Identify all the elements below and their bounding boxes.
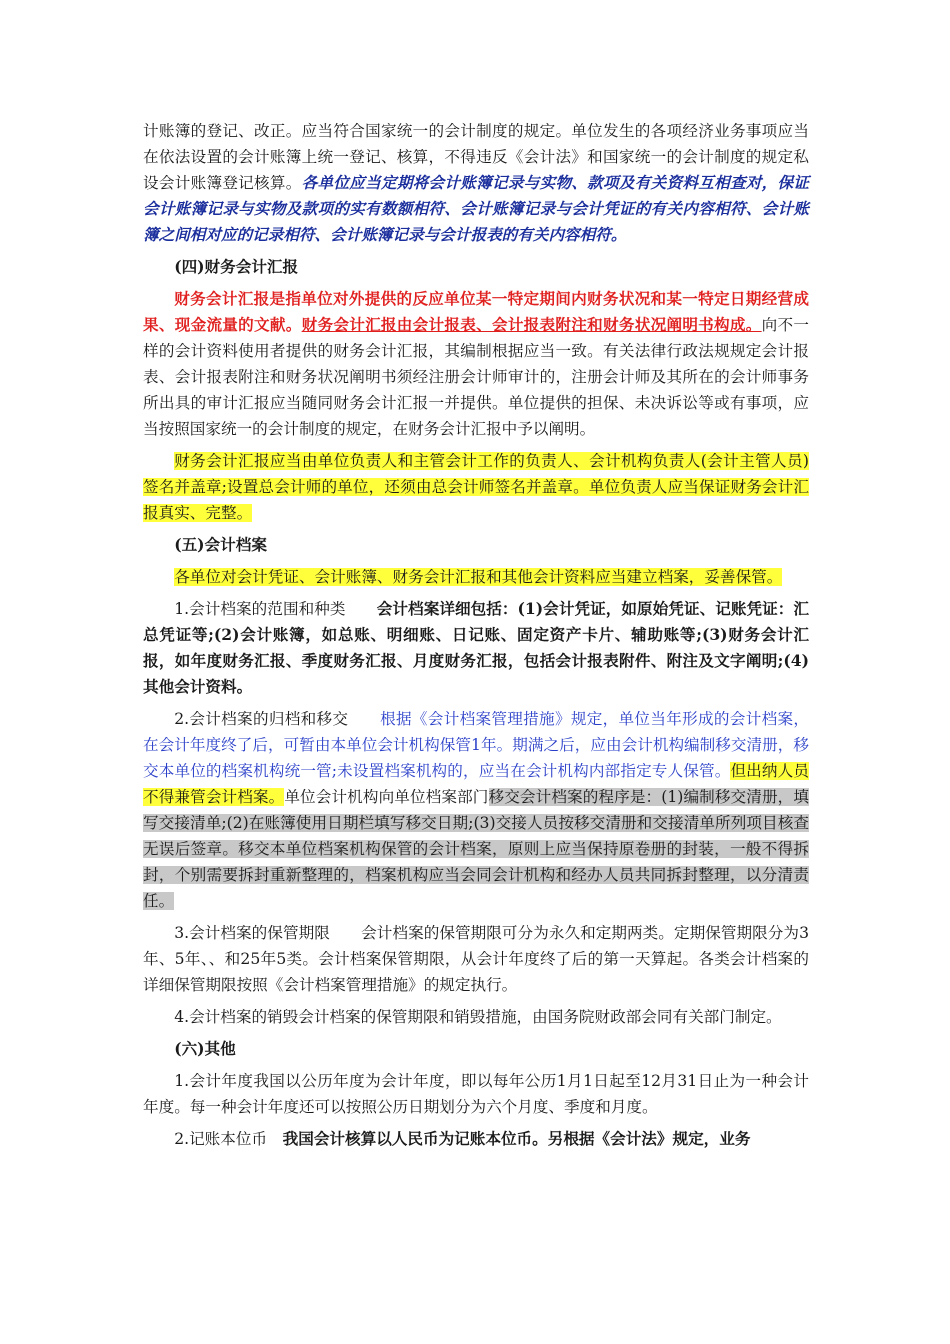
archives-transfer-title: 2.会计档案的归档和移交	[174, 710, 381, 728]
currency-title: 2.记账本位币	[174, 1130, 283, 1148]
document-page	[143, 118, 809, 1158]
report-signature-text: 财务会计汇报应当由单位负责人和主管会计工作的负责人、会计机构负责人(会计主管人员)签名并盖章;设置总会计师的单位，还须由总会计师签名并盖章。单位负责人应当保证财务会计汇报真实、完整。	[143, 452, 809, 522]
archives-scope-text: 会计档案详细包括：(1)会计凭证，如原始凭证、记账凭证：汇总凭证等;(2)会计账簿，如总账、明细账、日记账、固定资产卡片、辅助账等;(3)财务会计汇报，如年度财务汇报、季度财务汇报、月度财务汇报，包括会计报表附件、附注及文字阐明;(4)其他会计资料。	[143, 599, 809, 696]
paragraph-archives-destruction: 4.会计档案的销毁会计档案的保管期限和销毁措施，由国务院财政部会同有关部门制定。	[174, 1008, 782, 1026]
archives-intro-text: 各单位对会计凭证、会计账簿、财务会计汇报和其他会计资料应当建立档案，妥善保管。	[174, 568, 783, 586]
archives-scope-title: 1.会计档案的范围和种类	[174, 600, 377, 618]
ledger-text: 计账簿的登记、改正。应当符合国家统一的会计制度的规定。单位发生的各项经济业务事项应当在依法设置的会计账簿上统一登记、核算，不得违反《会计法》和国家统一的会计制度的规定私设会计账簿登记核算。	[143, 122, 809, 192]
heading-financial-report: (四)财务会计汇报	[174, 257, 299, 276]
paragraph-archives-scope	[143, 596, 809, 700]
paragraph-report-signature	[143, 448, 809, 526]
paragraph-archives-transfer	[143, 706, 809, 914]
cashier-restriction-text: 但出纳人员不得兼管会计档案。	[143, 762, 809, 806]
archives-department-text: 单位会计机构向单位档案部门	[284, 788, 489, 806]
transfer-procedure-text: 移交会计档案的程序是：(1)编制移交清册，填写交接清单;(2)在账簿使用日期栏填写移交日期;(3)交接人员按移交清册和交接清单所列项目核查无误后签章。移交本单位档案机构保管的会计档案，原则上应当保持原卷册的封装，一般不得拆封，个别需要拆封重新整理的，档案机构应当会同会计机构和经办人员共同拆封整理，以分清责任。	[143, 788, 809, 910]
paragraph-financial-report	[143, 286, 809, 442]
report-detail-text: 向不一样的会计资料使用者提供的财务会计汇报，其编制根据应当一致。有关法律行政法规规定会计报表、会计报表附注和财务状况阐明书须经注册会计师审计的，注册会计师及其所在的会计师事务所出具的审计汇报应当随同财务会计汇报一并提供。单位提供的担保、未决诉讼等或有事项，应当按照国家统一的会计制度的规定，在财务会计汇报中予以阐明。	[143, 316, 809, 438]
paragraph-ledger-rules	[143, 118, 809, 248]
currency-text: 我国会计核算以人民币为记账本位币。另根据《会计法》规定，业务	[282, 1129, 751, 1148]
paragraph-fiscal-year: 1.会计年度我国以公历年度为会计年度，即以每年公历1月1日起至12月31日止为一种会计年度。每一种会计年度还可以按照公历日期划分为六个月度、季度和月度。	[143, 1072, 809, 1116]
report-definition-text: 财务会计汇报是指单位对外提供的反应单位某一特定期间内财务状况和某一特定日期经营成果、现金流量的文献。	[143, 289, 809, 334]
archives-transfer-text: 根据《会计档案管理措施》规定，单位当年形成的会计档案，在会计年度终了后，可暂由本单位会计机构保管1年。期满之后，应由会计机构编制移交清册，移交本单位的档案机构统一管;未设置档案机构的，应当在会计机构内部指定专人保管。	[143, 710, 809, 780]
report-composition-text: 财务会计汇报由会计报表、会计报表附注和财务状况阐明书构成。	[301, 315, 762, 334]
paragraph-archives-intro	[143, 564, 809, 590]
heading-other: (六)其他	[174, 1039, 236, 1058]
paragraph-currency	[143, 1126, 809, 1152]
heading-accounting-archives: (五)会计档案	[174, 535, 267, 554]
paragraph-archives-retention: 3.会计档案的保管期限 会计档案的保管期限可分为永久和定期两类。定期保管期限分为3年、5年、、和25年5类。会计档案保管期限，从会计年度终了后的第一天算起。各类会计档案的详细保管期限按照《会计档案管理措施》的规定执行。	[143, 924, 809, 994]
ledger-reconcile-text: 各单位应当定期将会计账簿记录与实物、款项及有关资料互相查对，保证会计账簿记录与实物及款项的实有数额相符、会计账簿记录与会计凭证的有关内容相符、会计账簿之间相对应的记录相符、会计账簿记录与会计报表的有关内容相符。	[143, 173, 809, 244]
